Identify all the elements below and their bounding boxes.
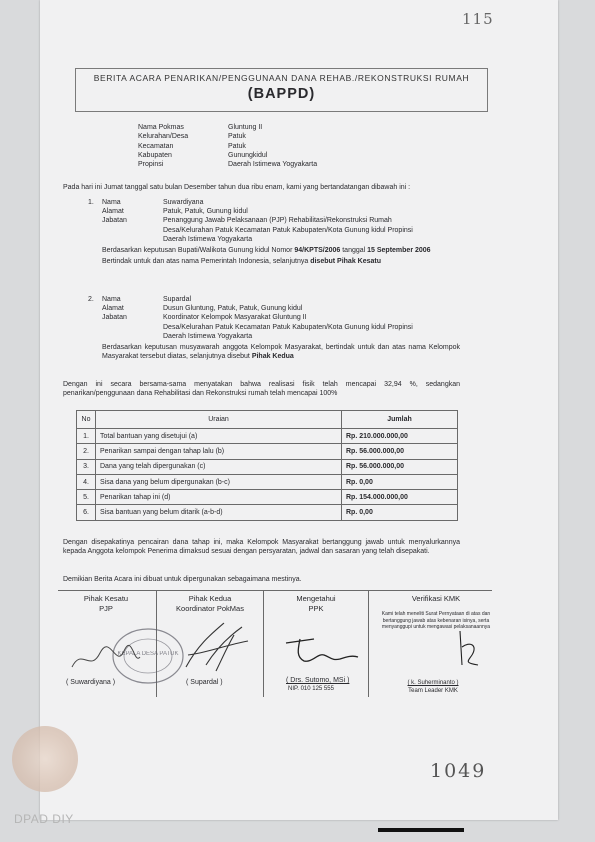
document-abbreviation: (BAPPD) — [247, 86, 316, 102]
divider — [368, 591, 369, 697]
archive-seal-watermark — [12, 726, 78, 792]
meta-row: Propinsi Daerah Istimewa Yogyakarta — [138, 161, 318, 169]
signatory-ppk: Mengetahui PPK — [296, 594, 336, 613]
meta-row: Kabupaten Gunungkidul — [138, 151, 268, 159]
table-row: 6. Sisa bantuan yang belum ditarik (a-b-d) Rp. 0,00 — [77, 505, 458, 520]
verification-note: Kami telah meneliti Surat Pernyataan di atas dan bertanggung jawab atas kebenaran isinya, serta menyanggupi untuk mengawasi pelaksanaannya — [381, 611, 491, 630]
signatory-kmk: Verifikasi KMK — [411, 594, 461, 603]
party-one-acting: Bertindak untuk dan atas nama Pemerintah Indonesia, selanjutnya disebut Pihak Kesatu — [102, 258, 381, 266]
svg-text:KEPALA DESA PATUK: KEPALA DESA PATUK — [117, 651, 179, 657]
party-one-name: Suwardiyana — [163, 199, 204, 206]
handwritten-document-number: 1049 — [430, 760, 487, 782]
closing-statement: Demikian Berita Acara ini dibuat untuk dipergunakan sebagaimana mestinya. — [63, 576, 302, 583]
divider — [263, 591, 264, 697]
signatory-role: Team Leader KMK — [408, 688, 458, 694]
archive-watermark-text: DPAD DIY — [14, 812, 74, 826]
signature-kmk — [448, 625, 488, 675]
intro-text: Pada hari ini Jumat tanggal satu bulan Desember tahun dua ribu enam, kami yang bertandatangan dibawah ini : — [63, 184, 411, 191]
signatory-name: ( Suwardiyana ) — [66, 679, 116, 686]
signature-suwardiyana — [64, 639, 144, 679]
party-one: 1. Nama Suwardiyana Alamat Patuk, Patuk, Gunung kidul Jabatan Penanggung Jawab Pelaksanaan (PJP) Rehabilitasi/Rekonstruksi Rumah Desa/Kelurahan Patuk Kecamatan Patuk Kabupaten/Kota Gunung kidul Propinsi Daerah Istimewa Yogyakarta Berdasarkan keputusan Bupati/Walikota Gunung kidul Nomor 94/KPTS/2006 tanggal 15 September 2006 Bertindak untuk dan atas nama Pemerintah Indonesia, selanjutnya disebut Pihak Kesatu — [88, 198, 460, 266]
signatory-nip: NIP. 010 125 555 — [288, 686, 334, 692]
party-two-name: Supardal — [163, 296, 192, 303]
signatory-name: ( Drs. Sutomo, MSi ) — [286, 677, 350, 684]
fund-table — [76, 410, 458, 521]
table-row: 2. Penarikan sampai dengan tahap lalu (b) Rp. 56.000.000,00 — [77, 444, 458, 459]
signatory-pihak-kedua: Pihak Kedua Koordinator PokMas — [176, 594, 244, 613]
signatory-name: ( k. Suherminanto ) — [407, 680, 459, 686]
closing-paragraph: Dengan disepakatinya pencairan dana tahap ini, maka Kelompok Masyarakat bertanggung jawab untuk menyalurkannya kepada Anggota kelompok Penerima dimaksud sesuai dengan persyaratan, jadwal dan sasaran yang telah disepakati. — [63, 539, 460, 556]
party-two-acting: Berdasarkan keputusan musyawarah anggota Kelompok Masyarakat, bertindak untuk dan atas nama Kelompok Masyarakat tersebut diatas, selanjutnya disebut Pihak Kedua — [102, 344, 460, 361]
signature-block — [58, 590, 492, 696]
document-title-box — [75, 68, 488, 112]
signature-supardal — [176, 615, 256, 677]
meta-row: Nama Pokmas Gluntung II — [138, 124, 263, 131]
scan-mark — [378, 828, 464, 832]
signatory-name: ( Supardal ) — [186, 679, 223, 686]
table-row: 1. Total bantuan yang disetujui (a) Rp. 210.000.000,00 — [77, 429, 458, 444]
table-row: 5. Penarikan tahap ini (d) Rp. 154.000.000,00 — [77, 490, 458, 505]
pokmas-info — [138, 123, 317, 169]
statement-paragraph: Dengan ini secara bersama-sama menyatakan bahwa realisasi fisik telah mencapai 32,94 %, sedangkan penarikan/penggunaan dana Rehabilitasi dan Rekonstruksi rumah telah mencapai 100% — [63, 381, 460, 398]
meta-row: Kelurahan/Desa Patuk — [138, 133, 246, 141]
party-one-decree: Berdasarkan keputusan Bupati/Walikota Gunung kidul Nomor 94/KPTS/2006 tanggal 15 September 2006 — [102, 247, 431, 255]
table-row: 4. Sisa dana yang belum dipergunakan (b-c) Rp. 0,00 — [77, 474, 458, 489]
table-header-row: No Uraian Jumlah — [77, 411, 458, 429]
document-title: BERITA ACARA PENARIKAN/PENGGUNAAN DANA REHAB./REKONSTRUKSI RUMAH — [93, 73, 470, 83]
signature-ppk — [274, 625, 364, 671]
signatory-pihak-kesatu: Pihak Kesatu PJP — [83, 594, 129, 613]
party-two: 2. Nama Supardal Alamat Dusun Gluntung, Patuk, Patuk, Gunung kidul Jabatan Koordinator Kelompok Masyarakat Gluntung II Desa/Kelurahan Patuk Kecamatan Patuk Kabupaten/Kota Gunung kidul Propinsi Daerah Istimewa Yogyakarta Berdasarkan keputusan musyawarah anggota Kelompok Masyarakat, bertindak untuk dan atas nama Kelompok Masyarakat tersebut diatas, selanjutnya disebut Pihak Kedua — [88, 296, 460, 361]
handwritten-page-number: 115 — [462, 10, 494, 28]
meta-row: Kecamatan Patuk — [138, 142, 246, 150]
table-row: 3. Dana yang telah dipergunakan (c) Rp. 56.000.000,00 — [77, 459, 458, 474]
